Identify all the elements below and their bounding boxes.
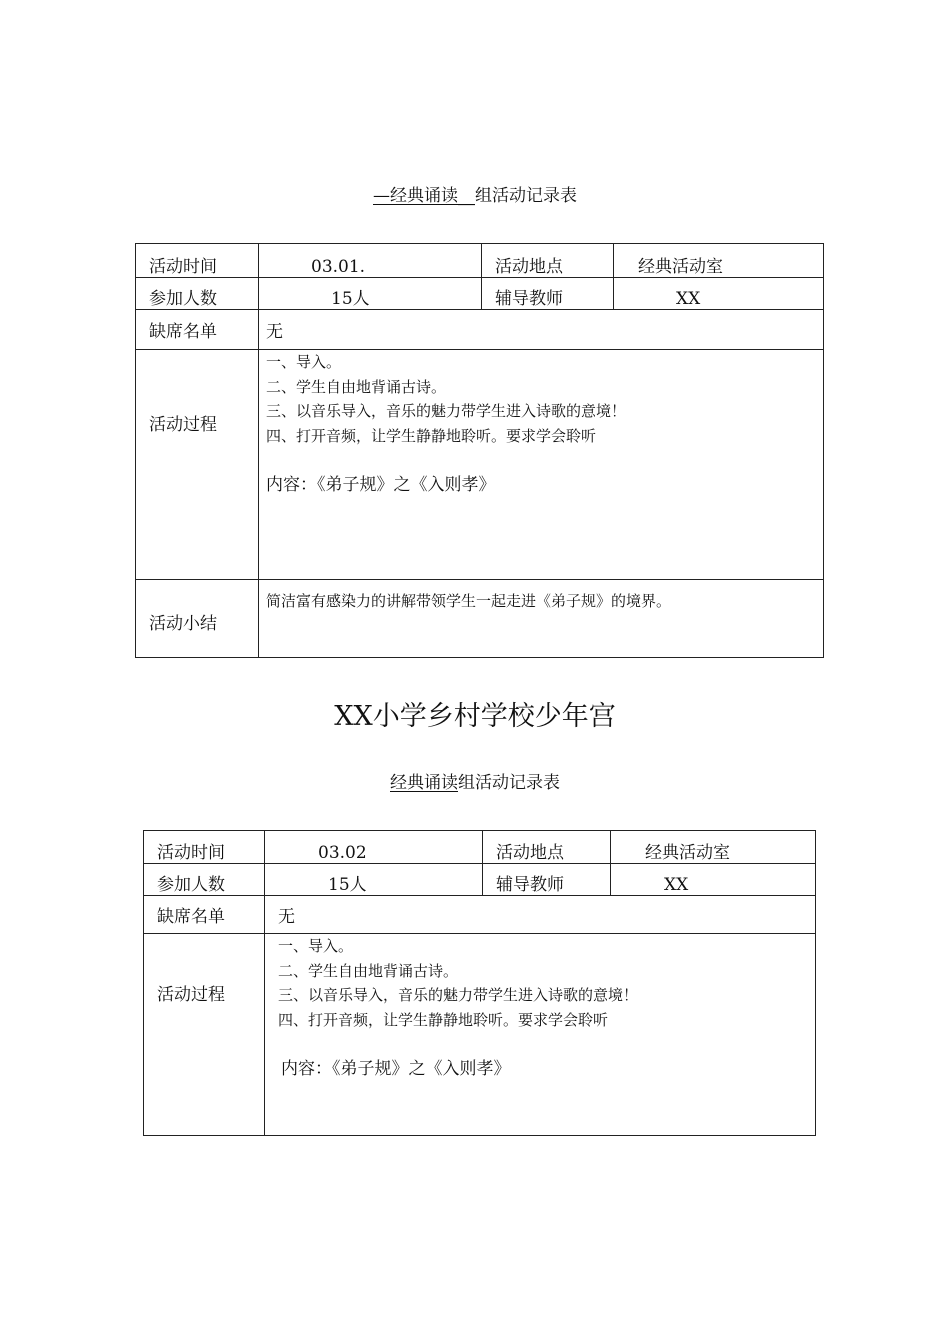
record2-time-value: 03.02 bbox=[265, 831, 483, 864]
record2-title-group: 经典诵读 bbox=[390, 773, 458, 793]
record2-row-absent bbox=[144, 896, 816, 934]
record2-row-process bbox=[144, 934, 816, 1136]
record1-time-label: 活动时间 bbox=[136, 244, 259, 278]
record1-teacher-label: 辅导教师 bbox=[482, 278, 614, 310]
record2-place-label: 活动地点 bbox=[483, 831, 611, 864]
record1-title-group: 经典诵读__ bbox=[390, 186, 475, 206]
record1-summary-cell bbox=[259, 580, 824, 658]
record1-count-label: 参加人数 bbox=[136, 278, 259, 310]
record2-place-value: 经典活动室 bbox=[611, 831, 816, 864]
record1-step: 一、导入。 bbox=[266, 353, 342, 371]
record1-table bbox=[135, 243, 824, 658]
record2-step: 四、打开音频，让学生静静地聆听。要求学会聆听 bbox=[278, 1010, 609, 1029]
record2-teacher-value: XX bbox=[611, 864, 816, 896]
record2-absent-value: 无 bbox=[265, 896, 816, 934]
record1-step: 四、打开音频，让学生静静地聆听。要求学会聆听 bbox=[266, 426, 597, 445]
record1-count-value: 15人 bbox=[259, 278, 482, 310]
school-title: XX小学乡村学校少年宫 bbox=[334, 701, 616, 732]
record2-content: 内容：《弟子规》之《入则孝》 bbox=[281, 1059, 511, 1079]
record2-teacher-label: 辅导教师 bbox=[483, 864, 611, 896]
record1-place-value: 经典活动室 bbox=[614, 244, 824, 278]
record1-absent-label: 缺席名单 bbox=[136, 310, 259, 350]
record1-row-summary bbox=[136, 580, 824, 658]
record2-title bbox=[0, 768, 950, 793]
record2-step: 一、导入。 bbox=[278, 937, 354, 955]
record1-content: 内容：《弟子规》之《入则孝》 bbox=[266, 475, 496, 495]
record1-summary-value: 简洁富有感染力的讲解带领学生一起走进《弟子规》的境界。 bbox=[266, 592, 672, 610]
record1-place-label: 活动地点 bbox=[482, 244, 614, 278]
record1-time-value: 03.01. bbox=[259, 244, 482, 278]
record1-absent-value: 无 bbox=[259, 310, 824, 350]
record1-process-cell bbox=[259, 350, 824, 580]
record1-row-count bbox=[136, 278, 824, 310]
record2-row-count bbox=[144, 864, 816, 896]
record2-step: 二、学生自由地背诵古诗。 bbox=[278, 961, 459, 980]
record1-step: 三、以音乐导入，音乐的魅力带学生进入诗歌的意境！ bbox=[266, 402, 627, 420]
record2-absent-label: 缺席名单 bbox=[144, 896, 265, 934]
record2-step: 三、以音乐导入，音乐的魅力带学生进入诗歌的意境！ bbox=[278, 986, 639, 1004]
record1-row-process bbox=[136, 350, 824, 580]
record1-title-prefix: — bbox=[373, 186, 390, 206]
record2-table bbox=[143, 830, 816, 1136]
record1-summary-label: 活动小结 bbox=[136, 580, 259, 658]
record1-row-absent bbox=[136, 310, 824, 350]
record2-count-value: 15人 bbox=[265, 864, 483, 896]
record2-count-label: 参加人数 bbox=[144, 864, 265, 896]
record1-row-time bbox=[136, 244, 824, 278]
record1-title-suffix: 组活动记录表 bbox=[475, 186, 577, 206]
record2-process-label: 活动过程 bbox=[144, 934, 265, 1136]
record2-process-cell bbox=[265, 934, 816, 1136]
record2-row-time bbox=[144, 831, 816, 864]
record2-title-suffix: 组活动记录表 bbox=[458, 773, 560, 793]
record1-teacher-value: XX bbox=[614, 278, 824, 310]
record1-step: 二、学生自由地背诵古诗。 bbox=[266, 377, 447, 396]
record2-time-label: 活动时间 bbox=[144, 831, 265, 864]
record1-title bbox=[0, 181, 950, 206]
record1-process-label: 活动过程 bbox=[136, 350, 259, 580]
